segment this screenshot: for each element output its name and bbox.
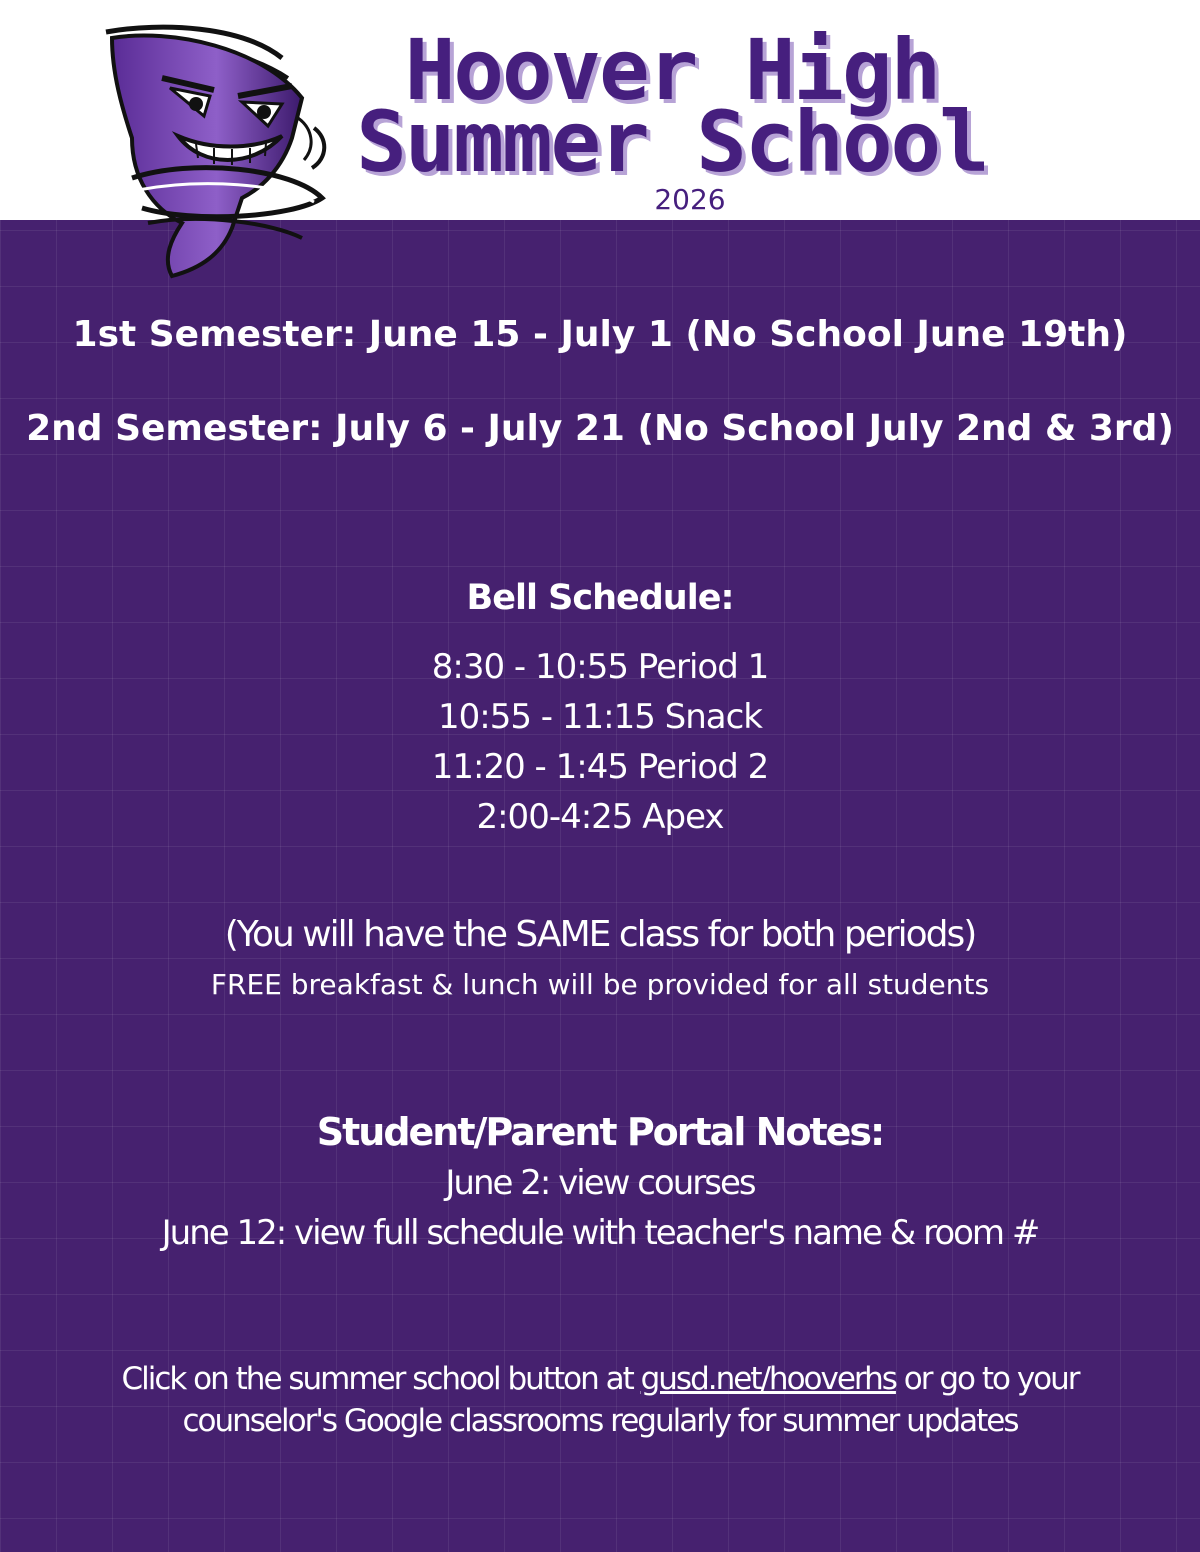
portal-note: June 2: view courses <box>445 1163 755 1203</box>
title-line-1: Hoover High <box>404 21 940 119</box>
semester-1: 1st Semester: June 15 - July 1 (No School June 19th) <box>72 314 1128 355</box>
hooverhs-link[interactable]: gusd.net/hooverhs <box>640 1361 896 1397</box>
footer-line-1 <box>0 1358 1200 1400</box>
semester-2: 2nd Semester: July 6 - July 21 (No School July 2nd & 3rd) <box>26 408 1174 449</box>
year: 2026 <box>654 183 726 216</box>
bell-schedule-title: Bell Schedule: <box>466 578 734 618</box>
portal-note: June 12: view full schedule with teacher's name & room # <box>161 1213 1039 1253</box>
bell-row: 10:55 - 11:15 Snack <box>437 697 762 737</box>
title-line-2: Summer School <box>356 93 988 191</box>
bell-row: 8:30 - 10:55 Period 1 <box>431 647 769 687</box>
same-class-note: (You will have the SAME class for both periods) <box>224 914 976 955</box>
tornado-mascot-logo <box>92 18 332 288</box>
footer-suffix: or go to your <box>895 1361 1079 1397</box>
bell-row: 11:20 - 1:45 Period 2 <box>431 747 769 787</box>
portal-notes-title: Student/Parent Portal Notes: <box>316 1110 884 1154</box>
bell-row: 2:00-4:25 Apex <box>476 797 724 837</box>
footer-line-2: counselor's Google classrooms regularly for summer updates <box>182 1403 1018 1439</box>
footer-prefix: Click on the summer school button at <box>121 1361 641 1397</box>
meals-note: FREE breakfast & lunch will be provided for all students <box>210 968 990 1001</box>
